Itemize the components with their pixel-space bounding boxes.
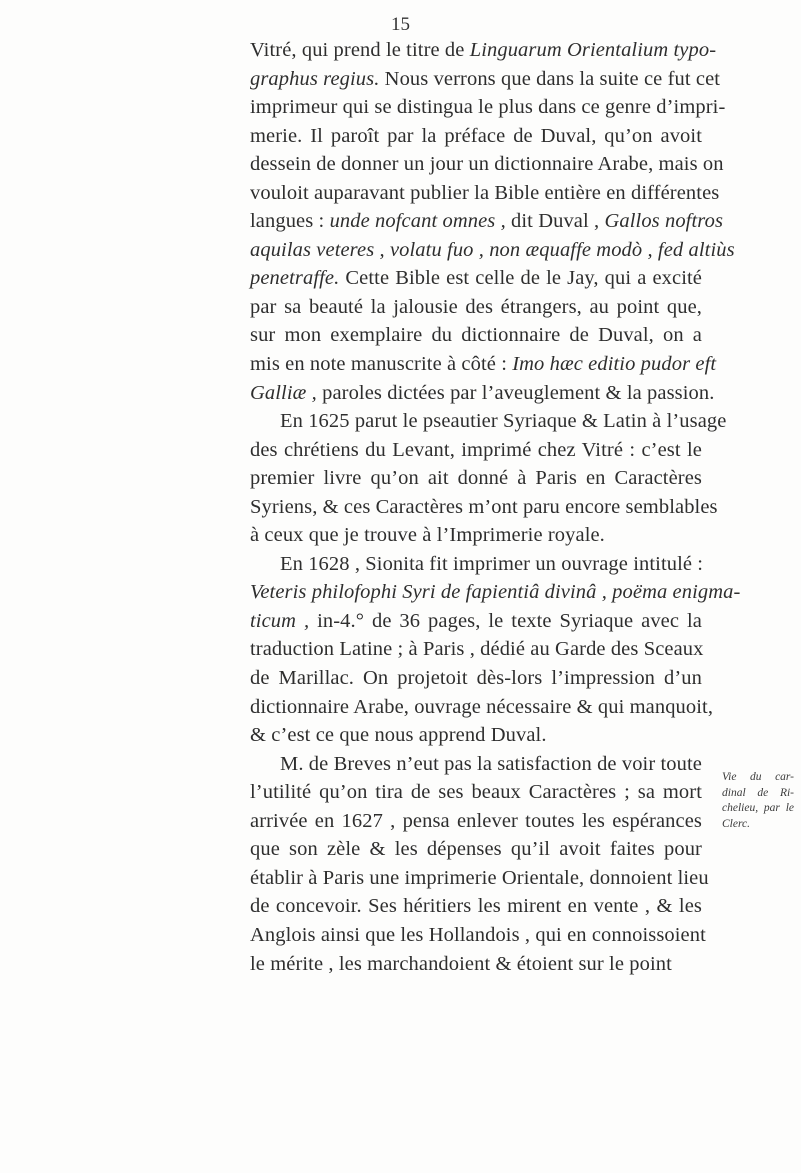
margin-note-line: dinal de Ri- (722, 786, 794, 799)
text-line (250, 807, 702, 836)
text-line (250, 664, 702, 693)
text-line (250, 150, 724, 179)
text-line (250, 778, 702, 807)
margin-note-line: chelieu, par le (722, 802, 794, 814)
text-line (250, 464, 702, 493)
italic-text-run: unde nofcant omnes , (329, 210, 506, 233)
text-run: l’utilité qu’on tira de ses beaux Caractères ; sa mort (250, 781, 702, 804)
text-line (250, 207, 724, 236)
text-line (250, 835, 702, 864)
italic-text-run: graphus regius. (250, 67, 380, 90)
text-line (250, 578, 741, 607)
text-line (250, 122, 702, 151)
italic-text-run: ticum , (250, 609, 310, 632)
text-run: Anglois ainsi que les Hollandois , qui en connoissoient (250, 923, 706, 946)
italic-text-run: penetraffe. (250, 267, 340, 290)
text-line (250, 721, 702, 750)
text-run: traduction Latine ; à Paris , dédié au Garde des Sceaux (250, 638, 704, 661)
text-run: de Marillac. On projetoit dès-lors l’impression d’un (250, 667, 702, 690)
text-line (250, 921, 706, 950)
text-run: paroles dictées par l’aveuglement & la passion. (316, 381, 715, 404)
text-run: premier livre qu’on ait donné à Paris en Caractères (250, 467, 702, 490)
text-line (250, 950, 702, 979)
italic-text-run: Imo hæc editio pudor eft (512, 353, 717, 376)
margin-note-line: Clerc. (722, 817, 750, 830)
text-run: dictionnaire Arabe, ouvrage nécessaire & qui manquoit, (250, 695, 714, 718)
text-run: Nous verrons que dans la suite ce fut cet (379, 67, 721, 90)
text-line (250, 550, 702, 579)
text-line (250, 293, 702, 322)
text-run: mis en note manuscrite à côté : (250, 353, 513, 376)
text-line (250, 236, 735, 265)
text-run: M. de Breves n’eut pas la satisfaction de voir toute (280, 752, 702, 775)
text-line (250, 493, 718, 522)
text-line (250, 693, 714, 722)
page-number: 15 (391, 14, 410, 35)
text-line (250, 321, 702, 350)
text-run: imprimeur qui se distingua le plus dans ce genre d’impri- (250, 96, 726, 119)
text-run: En 1625 parut le pseautier Syriaque & Latin à l’usage (280, 410, 727, 433)
text-run: des chrétiens du Levant, imprimé chez Vitré : c’est le (250, 438, 702, 461)
text-line (250, 350, 717, 379)
text-line (250, 407, 727, 436)
text-run: à ceux que je trouve à l’Imprimerie royale. (250, 524, 605, 547)
text-line (250, 607, 702, 636)
text-run: arrivée en 1627 , pensa enlever toutes les espérances (250, 809, 702, 832)
text-run: Cette Bible est celle de le Jay, qui a excité (339, 267, 702, 290)
text-line (250, 635, 702, 664)
text-run: merie. Il paroît par la préface de Duval, qu’on avoit (250, 124, 702, 147)
text-line (250, 93, 726, 122)
text-run: sur mon exemplaire du dictionnaire de Duval, on a (250, 324, 702, 347)
text-line (250, 36, 717, 65)
text-run: in-4.° de 36 pages, le texte Syriaque avec la (309, 609, 702, 632)
italic-text-run: Veteris philofophi Syri de fapientiâ divinâ , poëma enigma- (250, 581, 741, 604)
italic-text-run: aquilas veteres , volatu fuo , non æquaffe modò , fed altiùs (250, 238, 735, 261)
text-line (250, 750, 702, 779)
margin-note-line: Vie du car- (722, 771, 794, 783)
text-line (250, 264, 702, 293)
text-line (250, 892, 702, 921)
text-line (250, 521, 702, 550)
italic-text-run: Galliæ , (250, 381, 317, 404)
margin-note (722, 770, 794, 832)
text-line (250, 436, 702, 465)
text-run: Vitré, qui prend le titre de (250, 39, 470, 61)
text-run: vouloit auparavant publier la Bible entière en différentes (250, 181, 720, 204)
italic-text-run: Linguarum Orientalium typo- (469, 39, 717, 61)
text-run: langues : (250, 210, 330, 233)
text-run: dit Duval , (505, 210, 605, 233)
text-line (250, 379, 715, 408)
text-line (250, 864, 709, 893)
text-run: que son zèle & les dépenses qu’il avoit faites pour (250, 838, 702, 861)
text-run: Syriens, & ces Caractères m’ont paru encore semblables (250, 495, 718, 518)
text-run: de concevoir. Ses héritiers les mirent en vente , & les (250, 895, 702, 918)
text-run: En 1628 , Sionita fit imprimer un ouvrage intitulé : (280, 552, 704, 575)
text-line (250, 179, 720, 208)
text-run: le mérite , les marchandoient & étoient sur le point (250, 952, 672, 975)
text-run: par sa beauté la jalousie des étrangers, au point que, (250, 295, 702, 318)
text-run: dessein de donner un jour un dictionnaire Arabe, mais on (250, 153, 724, 176)
text-run: & c’est ce que nous apprend Duval. (250, 724, 547, 747)
text-run: établir à Paris une imprimerie Orientale, donnoient lieu (250, 866, 709, 889)
text-line (250, 65, 721, 94)
italic-text-run: Gallos noftros (604, 210, 724, 233)
